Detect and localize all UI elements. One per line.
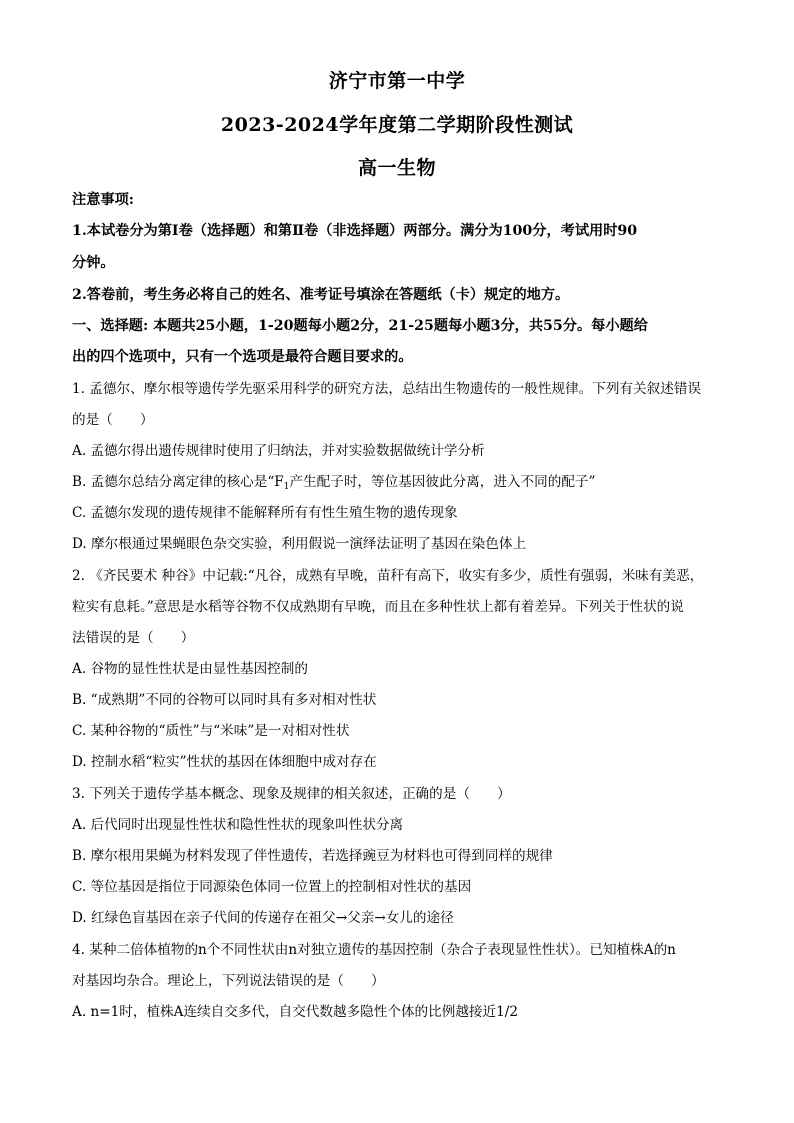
q2-stem-line-2: 粒实有息耗。”意思是水稻等谷物不仅成熟期有早晚，而且在多种性状上都有着差异。下列关于性状的说 — [72, 599, 684, 615]
q3-option-a: A. 后代同时出现显性性状和隐性性状的现象叫性状分离 — [72, 817, 404, 833]
note-2: 2.答卷前，考生务必将自己的姓名、准考证号填涂在答题纸（卡）规定的地方。 — [72, 287, 570, 303]
q1-stem-line-1: 1. 孟德尔、摩尔根等遗传学先驱采用科学的研究方法，总结出生物遗传的一般性规律。下列有关叙述错误 — [72, 381, 702, 397]
q1-option-b-subscript: 1 — [283, 482, 290, 492]
q3-option-c: C. 等位基因是指位于同源染色体同一位置上的控制相对性状的基因 — [72, 879, 472, 895]
q2-option-b: B. “成熟期”不同的谷物可以同时具有多对相对性状 — [72, 692, 377, 708]
exam-title: 2023-2024学年度第二学期阶段性测试 — [220, 114, 574, 136]
q2-option-c: C. 某种谷物的“质性”与“米味”是一对相对性状 — [72, 723, 350, 739]
q1-option-b — [72, 472, 724, 497]
note-1-line-2: 分钟。 — [72, 255, 115, 271]
q1-option-a: A. 孟德尔得出遗传规律时使用了归纳法，并对实验数据做统计学分析 — [72, 443, 485, 459]
q3-stem: 3. 下列关于遗传学基本概念、现象及规律的相关叙述，正确的是（ ） — [72, 786, 511, 802]
q2-option-a: A. 谷物的显性性状是由显性基因控制的 — [72, 661, 308, 677]
note-1-line-1: 1.本试卷分为第Ⅰ卷（选择题）和第Ⅱ卷（非选择题）两部分。满分为100分，考试用时90 — [72, 223, 638, 239]
q1-option-d: D. 摩尔根通过果蝇眼色杂交实验，利用假说一演绎法证明了基因在染色体上 — [72, 536, 527, 552]
q3-option-b: B. 摩尔根用果蝇为材料发现了伴性遗传，若选择豌豆为材料也可得到同样的规律 — [72, 848, 553, 864]
notes-heading: 注意事项: — [72, 192, 134, 208]
q2-option-d: D. 控制水稻“粒实”性状的基因在体细胞中成对存在 — [72, 754, 377, 770]
q1-option-c: C. 孟德尔发现的遗传规律不能解释所有有性生殖生物的遗传现象 — [72, 505, 458, 521]
q2-stem-line-1: 2. 《齐民要术 种谷》中记载:“凡谷，成熟有早晚，苗秆有高下，收实有多少，质性有强弱，米味有美恶， — [72, 568, 704, 584]
q1-option-b-post: 产生配子时，等位基因彼此分离，进入不同的配子” — [289, 474, 596, 490]
section-1-line-1: 一、选择题: 本题共25小题，1-20题每小题2分，21-25题每小题3分，共55分。每小题给 — [72, 318, 648, 334]
section-1-line-2: 出的四个选项中，只有一个选项是最符合题目要求的。 — [72, 349, 413, 365]
subject-title: 高一生物 — [357, 157, 436, 179]
q4-stem-line-1: 4. 某种二倍体植物的n个不同性状由n对独立遗传的基因控制（杂合子表现显性性状）。已知植株A的n — [72, 942, 676, 958]
q1-stem-line-2: 的是（ ） — [72, 412, 154, 428]
q4-stem-line-2: 对基因均杂合。理论上，下列说法错误的是（ ） — [72, 973, 385, 989]
q4-option-a: A. n=1时，植株A连续自交多代，自交代数越多隐性个体的比例越接近1/2 — [72, 1004, 518, 1020]
school-title: 济宁市第一中学 — [328, 70, 466, 92]
q3-option-d: D. 红绿色盲基因在亲子代间的传递存在祖父→父亲→女儿的途径 — [72, 910, 454, 926]
q1-option-b-pre: B. 孟德尔总结分离定律的核心是“F — [72, 474, 284, 490]
q2-stem-line-3: 法错误的是（ ） — [72, 630, 195, 646]
